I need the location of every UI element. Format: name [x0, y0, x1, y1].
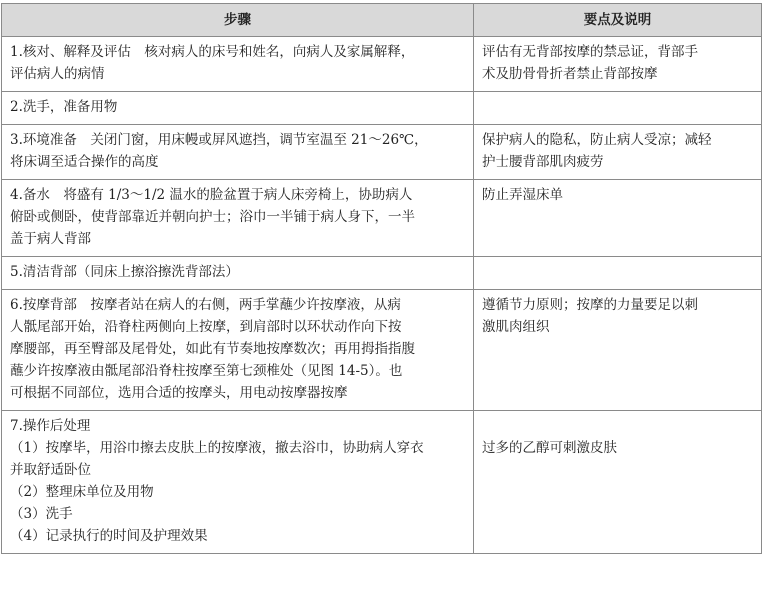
step-text: 摩腰部，再至臀部及尾骨处，如此有节奏地按摩数次；再用拇指指腹 — [10, 341, 415, 357]
note-text — [482, 415, 755, 437]
note-text: 过多的乙醇可刺激皮肤 — [482, 440, 617, 456]
step-text: 评估病人的病情 — [10, 66, 105, 82]
table-row — [2, 180, 762, 257]
step-cell — [2, 290, 474, 411]
note-cell — [474, 290, 762, 411]
step-cell — [2, 411, 474, 554]
step-text: 1.核对、解释及评估 核对病人的床号和姓名，向病人及家属解释， — [10, 44, 415, 60]
table-row — [2, 257, 762, 290]
note-cell — [474, 411, 762, 554]
note-cell — [474, 257, 762, 290]
table-row — [2, 411, 762, 554]
note-text: 保护病人的隐私，防止病人受凉；减轻 — [482, 132, 712, 148]
procedure-table — [1, 3, 762, 554]
table-row — [2, 290, 762, 411]
note-cell — [474, 92, 762, 125]
step-text: 盖于病人背部 — [10, 231, 91, 247]
header-step: 步骤 — [2, 4, 474, 37]
step-text: 人骶尾部开始，沿脊柱两侧向上按摩，到肩部时以环状动作向下按 — [10, 319, 402, 335]
header-row — [2, 4, 762, 37]
step-text: 2.洗手，准备用物 — [10, 99, 118, 115]
step-text: 5.清洁背部（同床上擦浴擦洗背部法） — [10, 264, 239, 280]
table-row — [2, 37, 762, 92]
step-text: （3）洗手 — [10, 506, 73, 522]
step-cell — [2, 180, 474, 257]
table-row — [2, 92, 762, 125]
step-cell — [2, 37, 474, 92]
step-text: 6.按摩背部 按摩者站在病人的右侧，两手掌蘸少许按摩液，从病 — [10, 297, 401, 313]
step-text: 7.操作后处理 — [10, 418, 91, 434]
step-text: （4）记录执行的时间及护理效果 — [10, 528, 208, 544]
step-cell — [2, 92, 474, 125]
header-note: 要点及说明 — [474, 4, 762, 37]
step-cell — [2, 257, 474, 290]
note-text: 激肌肉组织 — [482, 319, 550, 335]
step-text: 将床调至适合操作的高度 — [10, 154, 159, 170]
note-text: 术及肋骨骨折者禁止背部按摩 — [482, 66, 658, 82]
note-cell — [474, 125, 762, 180]
step-text: 可根据不同部位，选用合适的按摩头，用电动按摩器按摩 — [10, 385, 348, 401]
step-text: 俯卧或侧卧，使背部靠近并朝向护士；浴巾一半铺于病人身下，一半 — [10, 209, 415, 225]
note-text: 防止弄湿床单 — [482, 187, 563, 203]
note-cell — [474, 180, 762, 257]
note-cell — [474, 37, 762, 92]
note-text: 护士腰背部肌肉疲劳 — [482, 154, 604, 170]
note-text: 遵循节力原则；按摩的力量要足以刺 — [482, 297, 698, 313]
step-text: 蘸少许按摩液由骶尾部沿脊柱按摩至第七颈椎处（见图 14-5）。也 — [10, 363, 403, 379]
step-text: 并取舒适卧位 — [10, 462, 91, 478]
step-text: 3.环境准备 关闭门窗，用床幔或屏风遮挡，调节室温至 21～26℃， — [10, 132, 428, 148]
note-text: 评估有无背部按摩的禁忌证，背部手 — [482, 44, 698, 60]
step-text: （1）按摩毕，用浴巾擦去皮肤上的按摩液，撤去浴巾，协助病人穿衣 — [10, 440, 424, 456]
step-text: 4.备水 将盛有 1/3～1/2 温水的脸盆置于病人床旁椅上，协助病人 — [10, 187, 413, 203]
step-cell — [2, 125, 474, 180]
step-text: （2）整理床单位及用物 — [10, 484, 154, 500]
table-row — [2, 125, 762, 180]
